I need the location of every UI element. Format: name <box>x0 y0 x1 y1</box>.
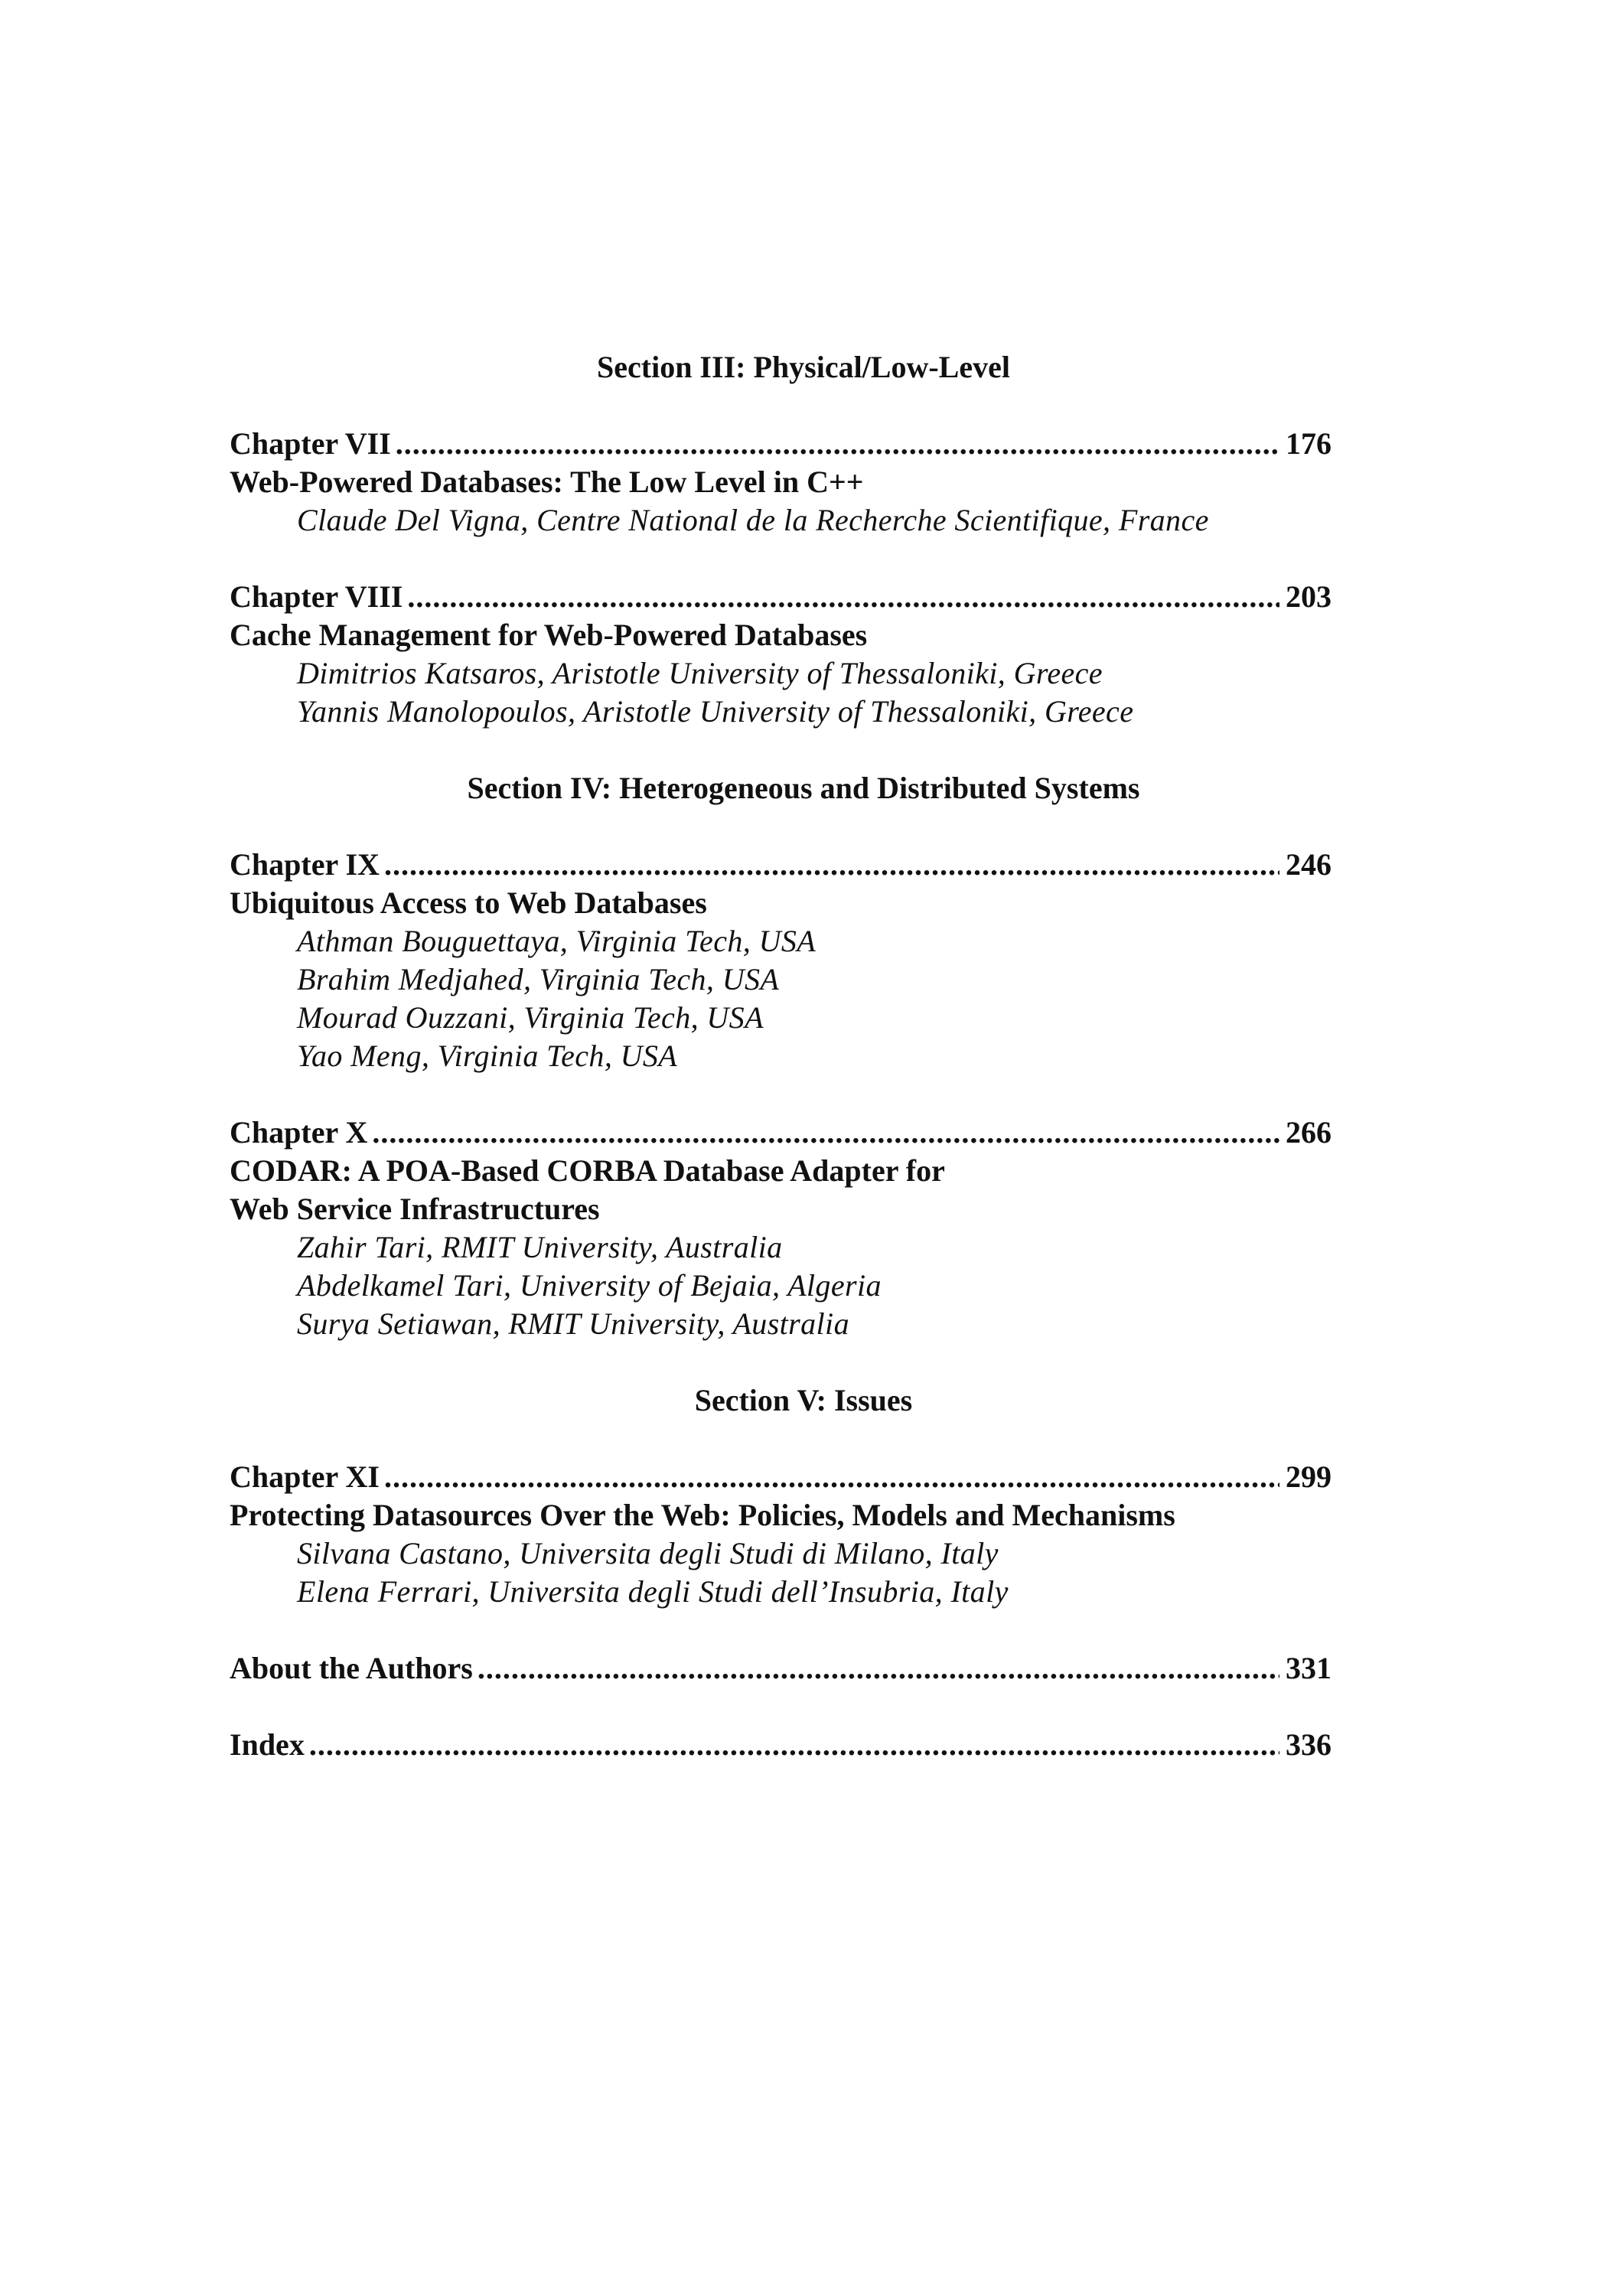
author-line: Dimitrios Katsaros, Aristotle University of Thessaloniki, Greece <box>297 656 1103 690</box>
toc-entry-chapter-11[interactable] <box>230 1458 1332 1611</box>
chapter-title: Ubiquitous Access to Web Databases <box>230 885 707 920</box>
chapter-label: Chapter VII <box>230 426 391 461</box>
toc-entry-chapter-10[interactable] <box>230 1114 1332 1343</box>
toc-line <box>230 1114 1332 1152</box>
chapter-label: Chapter X <box>230 1115 368 1150</box>
page-number: 299 <box>1286 1459 1332 1494</box>
author-line: Surya Setiawan, RMIT University, Australia <box>297 1306 849 1341</box>
author-line: Abdelkamel Tari, University of Bejaia, Algeria <box>297 1268 882 1303</box>
page-number: 336 <box>1286 1727 1332 1762</box>
chapter-title: CODAR: A POA-Based CORBA Database Adapter for <box>230 1153 945 1188</box>
chapter-title: Protecting Datasources Over the Web: Policies, Models and Mechanisms <box>230 1498 1175 1532</box>
page-number: 203 <box>1286 579 1332 614</box>
toc-line <box>230 425 1332 463</box>
toc-line <box>230 846 1332 884</box>
section-heading: Section IV: Heterogeneous and Distributed Systems <box>467 771 1140 805</box>
author-line: Silvana Castano, Universita degli Studi di Milano, Italy <box>297 1536 999 1570</box>
entry-label: Index <box>230 1727 305 1762</box>
chapter-label: Chapter IX <box>230 847 380 882</box>
dot-leader <box>396 425 1279 463</box>
chapter-label: Chapter XI <box>230 1459 380 1494</box>
section-heading: Section III: Physical/Low-Level <box>597 350 1010 384</box>
author-line: Yannis Manolopoulos, Aristotle University of Thessaloniki, Greece <box>297 694 1134 729</box>
chapter-title: Cache Management for Web-Powered Databases <box>230 618 868 652</box>
author-line: Zahir Tari, RMIT University, Australia <box>297 1230 783 1264</box>
author-line: Claude Del Vigna, Centre National de la Recherche Scientifique, France <box>297 503 1209 537</box>
toc-line <box>230 1458 1332 1496</box>
toc-line <box>230 578 1332 616</box>
dot-leader <box>309 1726 1279 1764</box>
toc-entry-chapter-9[interactable] <box>230 846 1332 1075</box>
chapter-title: Web-Powered Databases: The Low Level in C++ <box>230 465 864 499</box>
dot-leader <box>372 1114 1279 1152</box>
toc-entry-index[interactable] <box>230 1726 1332 1764</box>
author-line: Brahim Medjahed, Virginia Tech, USA <box>297 962 780 996</box>
toc-entry-chapter-7[interactable] <box>230 425 1332 540</box>
page-number: 176 <box>1286 426 1332 461</box>
page-number: 246 <box>1286 847 1332 882</box>
dot-leader <box>384 1458 1279 1496</box>
page-number: 331 <box>1286 1651 1332 1685</box>
author-line: Elena Ferrari, Universita degli Studi dell’Insubria, Italy <box>297 1574 1009 1609</box>
toc-line <box>230 1726 1332 1764</box>
chapter-title: Web Service Infrastructures <box>230 1192 600 1226</box>
dot-leader <box>407 578 1279 616</box>
page-number: 266 <box>1286 1115 1332 1150</box>
toc-entry-about-the-authors[interactable] <box>230 1649 1332 1688</box>
author-line: Mourad Ouzzani, Virginia Tech, USA <box>297 1000 764 1035</box>
author-line: Yao Meng, Virginia Tech, USA <box>297 1039 678 1073</box>
toc-entry-chapter-8[interactable] <box>230 578 1332 731</box>
dot-leader <box>384 846 1279 884</box>
chapter-label: Chapter VIII <box>230 579 403 614</box>
section-heading: Section V: Issues <box>694 1383 913 1417</box>
author-line: Athman Bouguettaya, Virginia Tech, USA <box>297 924 817 958</box>
dot-leader <box>478 1649 1279 1688</box>
toc-line <box>230 1649 1332 1688</box>
entry-label: About the Authors <box>230 1651 473 1685</box>
